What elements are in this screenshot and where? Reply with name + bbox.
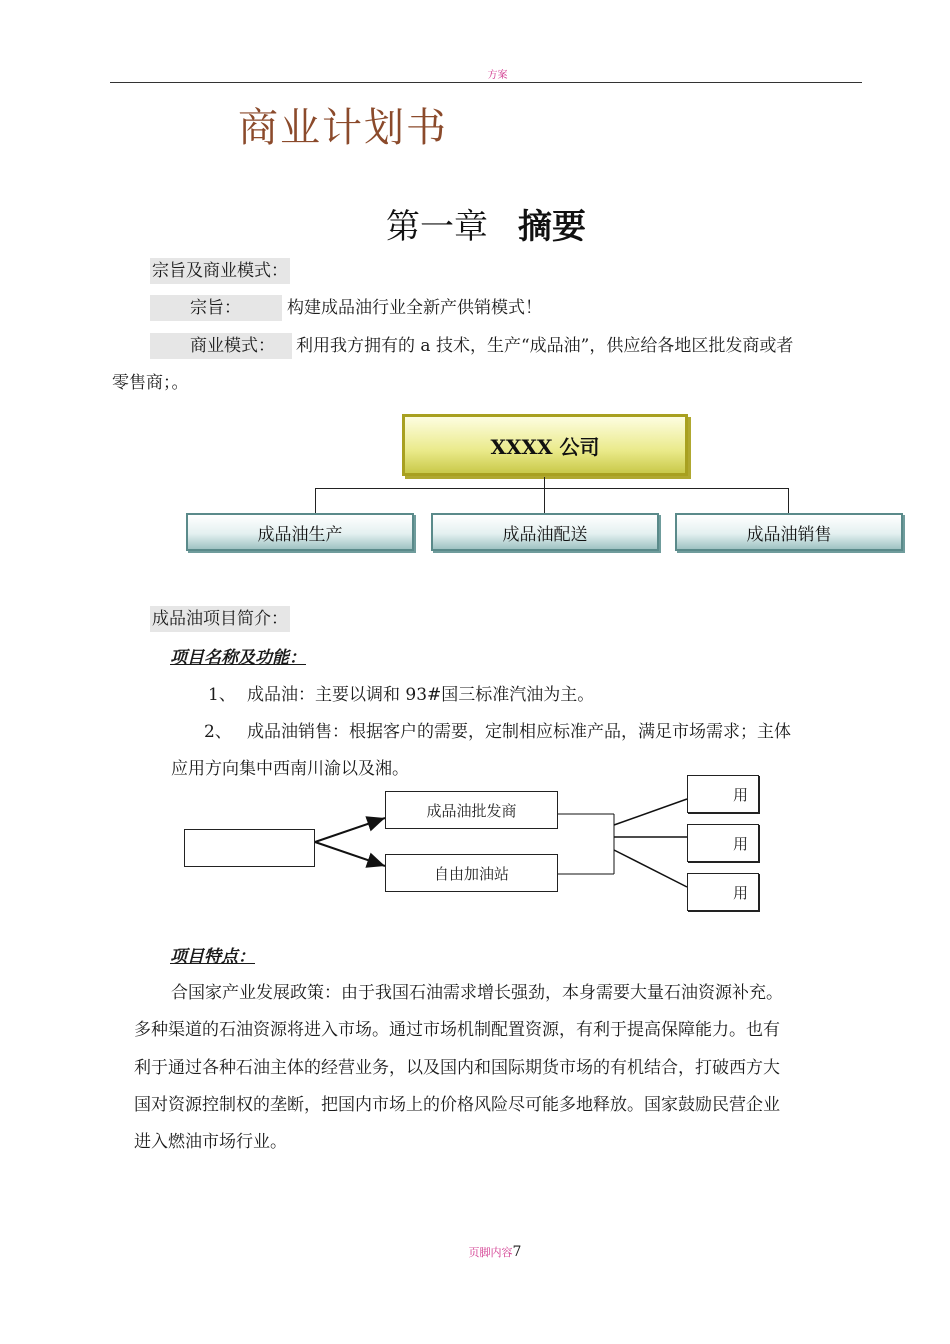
project-item-2-text-cont: 应用方向集中西南川渝以及湘。 <box>171 759 409 779</box>
header-rule <box>110 82 862 83</box>
page-number: 7 <box>512 1244 522 1260</box>
flow-use-box-1: 用 <box>687 775 759 813</box>
org-connector-right <box>788 488 789 513</box>
features-line-1: 合国家产业发展政策：由于我国石油需求增长强劲，本身需要大量石油资源补充。 <box>171 983 783 1003</box>
project-item-2-text: 成品油销售：根据客户的需要，定制相应标准产品，满足市场需求；主体 <box>247 722 791 742</box>
org-branch-sales: 成品油销售 <box>675 513 903 551</box>
features-heading: 项目特点： <box>170 947 255 967</box>
chapter-name: 摘要 <box>518 207 586 247</box>
flow-source-box <box>184 829 315 867</box>
org-connector-middle <box>544 488 545 513</box>
org-connector-left <box>315 488 316 513</box>
project-name-heading: 项目名称及功能： <box>170 648 306 668</box>
document-title: 商业计划书 <box>238 105 448 151</box>
purpose-text: 构建成品油行业全新产供销模式！ <box>287 298 542 318</box>
flow-use-box-3: 用 <box>687 873 759 911</box>
chapter-heading <box>0 200 950 254</box>
features-line-2: 多种渠道的石油资源将进入市场。通过市场机制配置资源，有利于提高保障能力。也有 <box>134 1020 780 1040</box>
org-chart-top-company: XXXX 公司 <box>402 414 688 476</box>
project-item-2-number: 2、 <box>204 722 232 742</box>
footer-text: 页脚内容 <box>468 1246 513 1259</box>
org-branch-distribution: 成品油配送 <box>431 513 659 551</box>
page-footer <box>0 1244 950 1260</box>
org-connector-horizontal <box>315 488 789 489</box>
project-item-1-text: 成品油：主要以调和 93#国三标准汽油为主。 <box>247 685 595 705</box>
flow-channel-wholesaler: 成品油批发商 <box>385 791 558 829</box>
features-line-4: 国对资源控制权的垄断，把国内市场上的价格风险尽可能多地释放。国家鼓励民营企业 <box>134 1095 780 1115</box>
page-header: 方案 <box>487 70 508 81</box>
business-model-text: 利用我方拥有的 a 技术，生产“成品油”，供应给各地区批发商或者 <box>296 336 794 356</box>
flow-use-box-2: 用 <box>687 824 759 862</box>
business-model-label: 商业模式： <box>150 333 292 359</box>
business-model-text-cont: 零售商；。 <box>112 373 189 393</box>
project-item-1-number: 1、 <box>208 685 236 705</box>
purpose-label: 宗旨： <box>150 295 282 321</box>
features-line-3: 利于通过各种石油主体的经营业务，以及国内和国际期货市场的有机结合，打破西方大 <box>134 1058 780 1078</box>
features-line-5: 进入燃油市场行业。 <box>134 1132 287 1152</box>
flow-channel-gas-station: 自由加油站 <box>385 854 558 892</box>
org-branch-production: 成品油生产 <box>186 513 414 551</box>
chapter-number: 第一章 <box>386 207 488 247</box>
project-section-label: 成品油项目简介： <box>150 606 290 632</box>
purpose-section-label: 宗旨及商业模式： <box>150 258 290 284</box>
